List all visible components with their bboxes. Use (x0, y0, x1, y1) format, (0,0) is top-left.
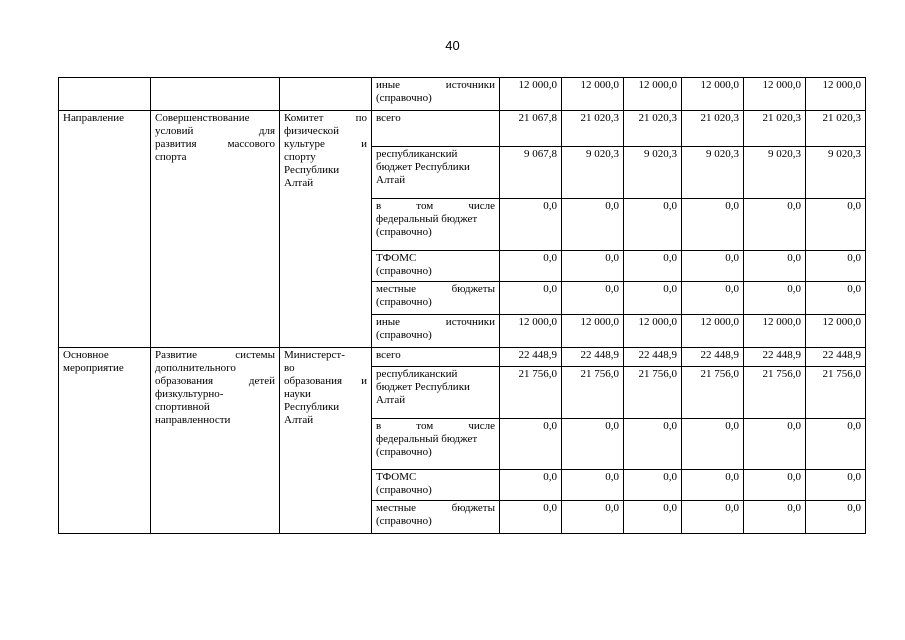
executor-line: культуре и (284, 138, 367, 150)
funding-source-cell (372, 367, 500, 419)
value-cell: 21 067,8 (500, 111, 562, 147)
item-name-line: Развитие системы (155, 349, 275, 361)
value-cell: 0,0 (500, 282, 562, 315)
executor-line: науки (284, 388, 311, 400)
funding-source-line: всего (376, 112, 401, 124)
value-cell: 0,0 (624, 419, 682, 470)
value-cell: 0,0 (500, 199, 562, 251)
value-cell: 0,0 (806, 501, 866, 534)
value-cell: 22 448,9 (500, 348, 562, 367)
executor-line: Алтай (284, 414, 314, 426)
item-name-line: направленности (155, 414, 231, 426)
value-cell: 0,0 (806, 251, 866, 282)
funding-source-cell (372, 111, 500, 147)
value-cell: 0,0 (744, 419, 806, 470)
value-cell: 12 000,0 (682, 315, 744, 348)
value-cell: 0,0 (500, 470, 562, 501)
funding-source-line: республиканский (376, 368, 458, 380)
budget-table-body (59, 78, 866, 534)
value-cell: 22 448,9 (562, 348, 624, 367)
funding-source-line: ТФОМС (376, 471, 417, 483)
value-cell: 0,0 (682, 470, 744, 501)
value-cell: 0,0 (682, 199, 744, 251)
value-cell: 21 756,0 (562, 367, 624, 419)
item-name-line: дополнительного (155, 362, 236, 374)
funding-source-line: (справочно) (376, 515, 432, 527)
value-cell: 21 756,0 (624, 367, 682, 419)
funding-source-line: в том числе (376, 420, 495, 432)
value-cell: 0,0 (682, 501, 744, 534)
funding-source-cell (372, 501, 500, 534)
value-cell: 0,0 (500, 251, 562, 282)
value-cell: 12 000,0 (624, 315, 682, 348)
value-cell: 21 020,3 (682, 111, 744, 147)
table-row (59, 78, 866, 111)
funding-source-line: (справочно) (376, 296, 432, 308)
funding-source-line: республиканский (376, 148, 458, 160)
funding-source-cell (372, 348, 500, 367)
item-name-cell (151, 348, 280, 534)
value-cell: 9 020,3 (744, 147, 806, 199)
executor-line: Алтай (284, 177, 314, 189)
item-name-line: образования детей (155, 375, 275, 387)
executor-line: Республики (284, 164, 340, 176)
executor-line: образования и (284, 375, 367, 387)
value-cell: 0,0 (500, 501, 562, 534)
funding-source-line: всего (376, 349, 401, 361)
funding-source-line: (справочно) (376, 265, 432, 277)
funding-source-line: иные источники (376, 316, 495, 328)
table-row (59, 348, 866, 367)
value-cell: 12 000,0 (500, 78, 562, 111)
value-cell: 12 000,0 (806, 78, 866, 111)
value-cell: 0,0 (562, 251, 624, 282)
value-cell: 12 000,0 (744, 315, 806, 348)
funding-source-line: местные бюджеты (376, 502, 495, 514)
value-cell: 12 000,0 (562, 78, 624, 111)
item-name-line: спортивной (155, 401, 210, 413)
value-cell: 21 756,0 (744, 367, 806, 419)
value-cell: 21 756,0 (500, 367, 562, 419)
budget-table (58, 77, 866, 534)
funding-source-cell (372, 78, 500, 111)
executor-line: физической (284, 125, 339, 137)
value-cell: 0,0 (744, 251, 806, 282)
item-type-cell: Основное мероприятие (59, 348, 151, 534)
value-cell: 0,0 (744, 199, 806, 251)
value-cell: 0,0 (682, 282, 744, 315)
value-cell: 22 448,9 (744, 348, 806, 367)
executor-line: Министерст- (284, 349, 345, 361)
value-cell: 9 020,3 (562, 147, 624, 199)
executor-line: Республики (284, 401, 340, 413)
funding-source-line: иные источники (376, 79, 495, 91)
blank-cell (280, 78, 372, 111)
value-cell: 0,0 (624, 251, 682, 282)
value-cell: 0,0 (744, 282, 806, 315)
value-cell: 0,0 (562, 282, 624, 315)
executor-line: спорту (284, 151, 316, 163)
value-cell: 0,0 (806, 282, 866, 315)
value-cell: 0,0 (806, 419, 866, 470)
value-cell: 12 000,0 (744, 78, 806, 111)
value-cell: 0,0 (624, 199, 682, 251)
value-cell: 21 756,0 (806, 367, 866, 419)
value-cell: 22 448,9 (682, 348, 744, 367)
value-cell: 22 448,9 (806, 348, 866, 367)
value-cell: 21 020,3 (562, 111, 624, 147)
blank-cell (151, 78, 280, 111)
value-cell: 9 067,8 (500, 147, 562, 199)
value-cell: 0,0 (744, 501, 806, 534)
value-cell: 0,0 (562, 501, 624, 534)
value-cell: 12 000,0 (500, 315, 562, 348)
value-cell: 12 000,0 (682, 78, 744, 111)
value-cell: 0,0 (562, 470, 624, 501)
value-cell: 0,0 (624, 470, 682, 501)
funding-source-line: (справочно) (376, 329, 432, 341)
value-cell: 22 448,9 (624, 348, 682, 367)
value-cell: 21 020,3 (744, 111, 806, 147)
item-name-line: физкультурно- (155, 388, 224, 400)
value-cell: 0,0 (744, 470, 806, 501)
funding-source-line: бюджет Республики Алтай (376, 381, 470, 406)
value-cell: 0,0 (562, 419, 624, 470)
value-cell: 21 020,3 (624, 111, 682, 147)
executor-line: во (284, 362, 295, 374)
item-name-line: спорта (155, 151, 187, 163)
funding-source-cell (372, 251, 500, 282)
value-cell: 0,0 (682, 251, 744, 282)
item-name-line: условий для (155, 125, 275, 137)
funding-source-cell (372, 470, 500, 501)
value-cell: 9 020,3 (624, 147, 682, 199)
value-cell: 0,0 (682, 419, 744, 470)
executor-cell (280, 348, 372, 534)
value-cell: 9 020,3 (682, 147, 744, 199)
value-cell: 12 000,0 (562, 315, 624, 348)
value-cell: 12 000,0 (806, 315, 866, 348)
item-name-cell (151, 111, 280, 348)
executor-cell (280, 111, 372, 348)
funding-source-cell (372, 419, 500, 470)
executor-line: Комитет по (284, 112, 367, 124)
value-cell: 12 000,0 (624, 78, 682, 111)
value-cell: 0,0 (500, 419, 562, 470)
funding-source-cell (372, 199, 500, 251)
funding-source-line: федеральный бюджет (справочно) (376, 433, 478, 458)
value-cell: 0,0 (806, 470, 866, 501)
item-type-cell: Направление (59, 111, 151, 348)
value-cell: 0,0 (562, 199, 624, 251)
funding-source-line: (справочно) (376, 92, 432, 104)
funding-source-cell (372, 315, 500, 348)
blank-cell (59, 78, 151, 111)
item-name-line: Совершенствование (155, 112, 250, 124)
page-number: 40 (445, 38, 460, 53)
item-name-line: развития массового (155, 138, 275, 150)
funding-source-cell (372, 147, 500, 199)
funding-source-line: федеральный бюджет (справочно) (376, 213, 478, 238)
funding-source-line: местные бюджеты (376, 283, 495, 295)
value-cell: 21 756,0 (682, 367, 744, 419)
value-cell: 21 020,3 (806, 111, 866, 147)
funding-source-cell (372, 282, 500, 315)
value-cell: 9 020,3 (806, 147, 866, 199)
funding-source-line: бюджет Республики Алтай (376, 161, 470, 186)
funding-source-line: ТФОМС (376, 252, 417, 264)
table-row (59, 111, 866, 147)
value-cell: 0,0 (624, 282, 682, 315)
value-cell: 0,0 (806, 199, 866, 251)
funding-source-line: в том числе (376, 200, 495, 212)
value-cell: 0,0 (624, 501, 682, 534)
funding-source-line: (справочно) (376, 484, 432, 496)
